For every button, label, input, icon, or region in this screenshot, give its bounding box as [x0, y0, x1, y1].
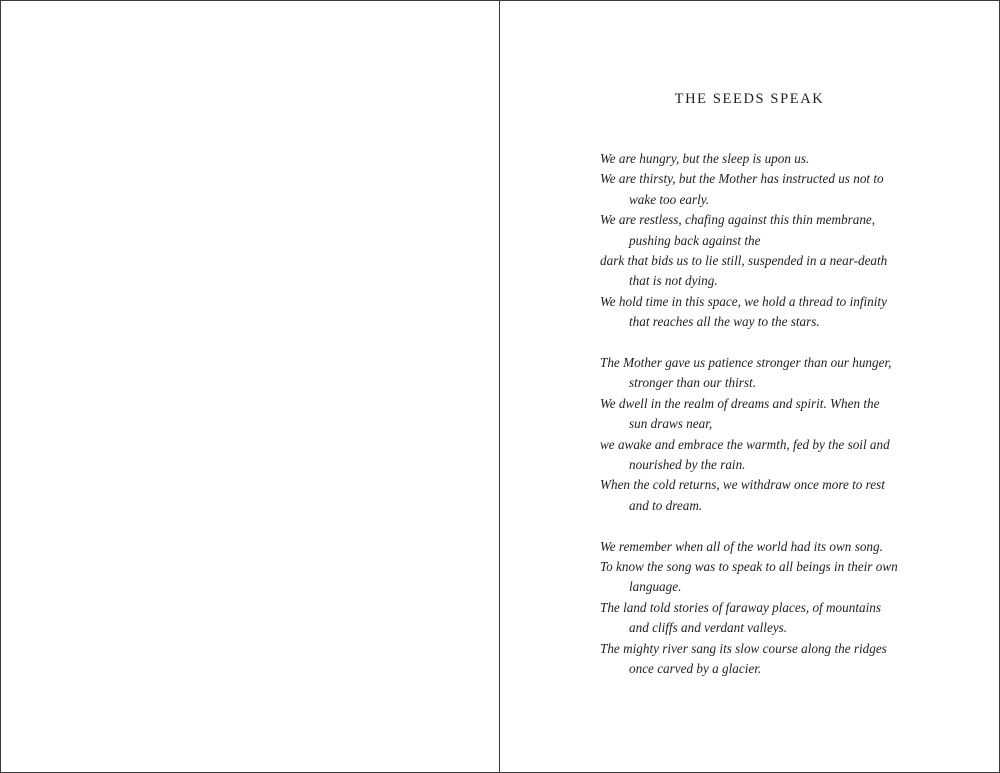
- poem-line: The Mother gave us patience stronger than our hunger,: [600, 355, 892, 371]
- poem-line-continuation: wake too early.: [629, 191, 710, 207]
- poem-line: We dwell in the realm of dreams and spirit. When the: [600, 395, 880, 411]
- poem-line-continuation: language.: [629, 579, 682, 595]
- poem-line: We are thirsty, but the Mother has instructed us not to: [600, 171, 884, 187]
- poem-line-continuation: sun draws near,: [629, 416, 713, 432]
- poem-line: To know the song was to speak to all beings in their own: [600, 559, 898, 575]
- poem-line: dark that bids us to lie still, suspended in a near-death: [600, 252, 888, 268]
- poem-line-continuation: and to dream.: [629, 497, 703, 513]
- poem-line-continuation: that reaches all the way to the stars.: [629, 314, 820, 330]
- poem-body: [600, 149, 980, 700]
- poem-stanza: [600, 537, 980, 680]
- poem-title: THE SEEDS SPEAK: [674, 91, 825, 107]
- poem-line-continuation: that is not dying.: [629, 273, 718, 289]
- poem-line-continuation: pushing back against the: [629, 232, 761, 248]
- poem-line: we awake and embrace the warmth, fed by the soil and: [600, 436, 890, 452]
- poem-line-continuation: nourished by the rain.: [629, 456, 746, 472]
- poem-line: We are restless, chafing against this thin membrane,: [600, 212, 876, 228]
- poem-line: We remember when all of the world had its own song.: [600, 538, 883, 554]
- poem-line: We are hungry, but the sleep is upon us.: [600, 151, 810, 166]
- poem-line-continuation: and cliffs and verdant valleys.: [629, 620, 788, 636]
- poem-line: The land told stories of faraway places, of mountains: [600, 599, 881, 615]
- right-page: [500, 1, 999, 772]
- poem-line: We hold time in this space, we hold a thread to infinity: [600, 293, 887, 309]
- poem-stanza: [600, 353, 980, 516]
- poem-line-continuation: stronger than our thirst.: [629, 375, 757, 391]
- poem-line: The mighty river sang its slow course along the ridges: [600, 640, 887, 656]
- poem-line: When the cold returns, we withdraw once more to rest: [600, 477, 885, 493]
- left-page: [1, 1, 499, 772]
- poem-stanza: [600, 149, 980, 333]
- poem-line-continuation: once carved by a glacier.: [629, 660, 762, 676]
